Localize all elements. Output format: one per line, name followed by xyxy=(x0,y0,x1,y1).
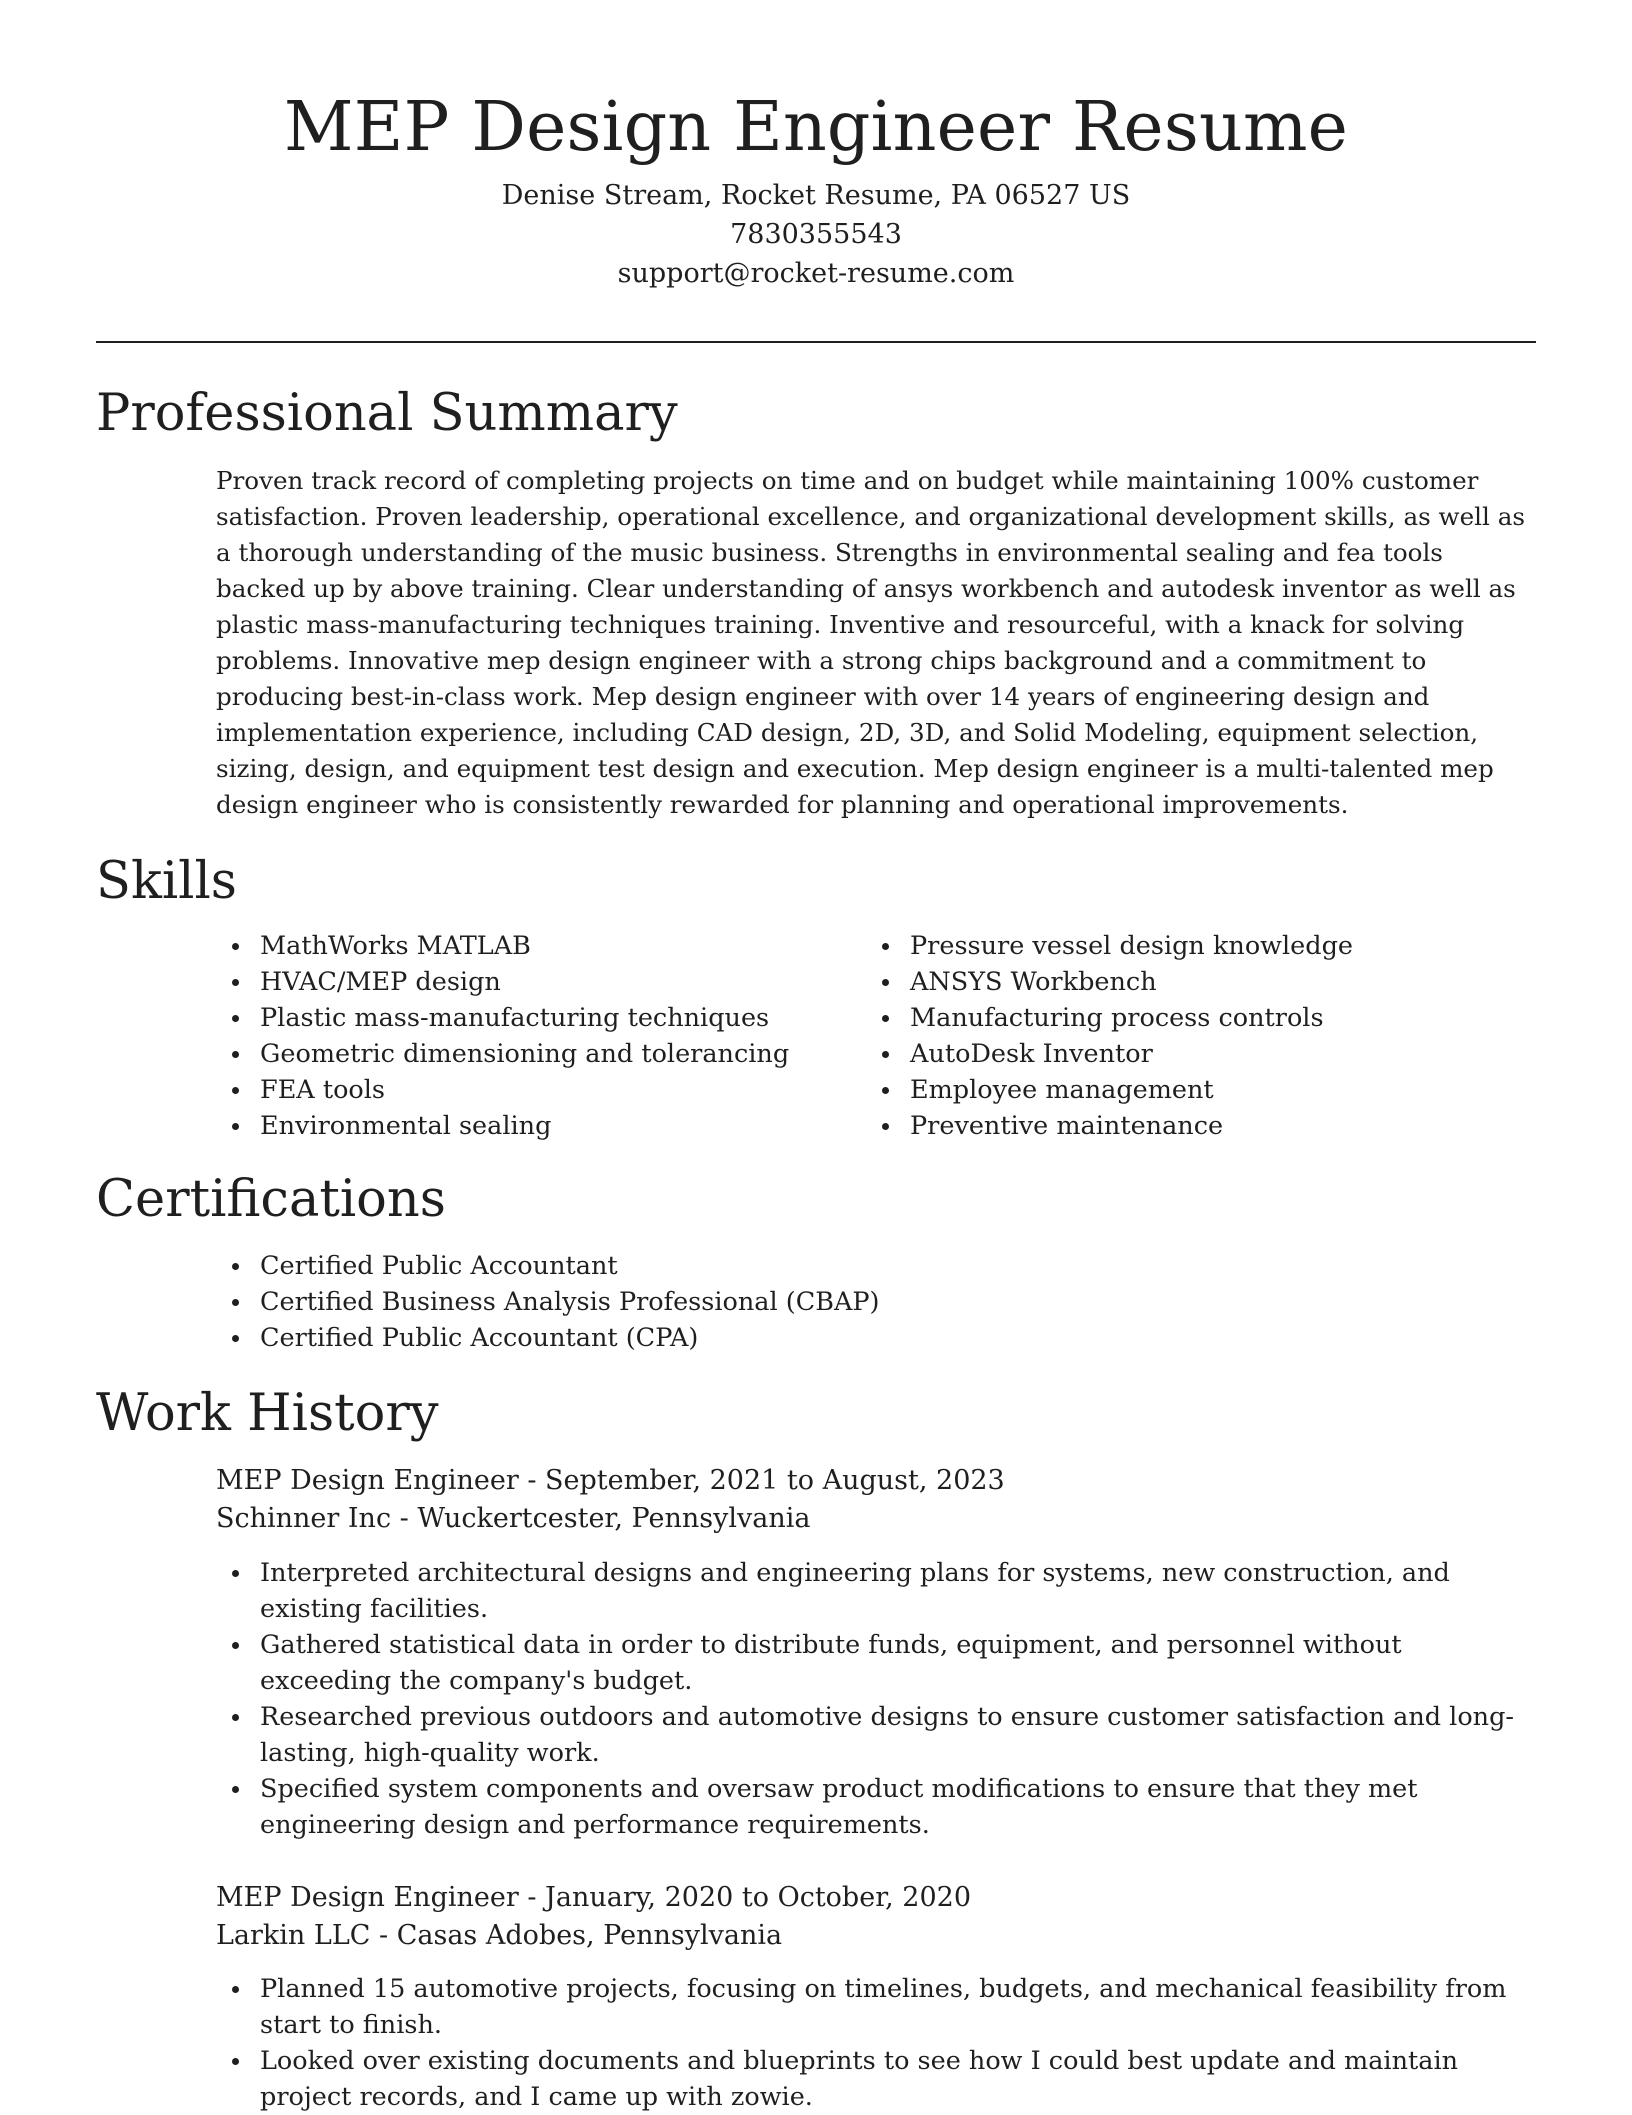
job-bullet: Looked over existing documents and blueprints to see how I could best update and maintain project records, and I came up with zowie. xyxy=(216,2043,1536,2115)
header-divider xyxy=(96,341,1536,343)
skill-item: MathWorks MATLAB xyxy=(216,928,856,964)
job-company: Schinner Inc xyxy=(216,1503,392,1534)
job-bullets xyxy=(216,1555,1536,1843)
job-header xyxy=(216,1879,1536,1955)
skill-item: FEA tools xyxy=(216,1072,856,1108)
summary-text: Proven track record of completing projects on time and on budget while maintaining 100% customer satisfaction. Proven leadership, operational excellence, and organizational development skills, as well as a thorough understanding of the music business. Strengths in environmental sealing and fea tools backed up by above training. Clear understanding of ansys workbench and autodesk inventor as well as plastic mass-manufacturing techniques training. Inventive and resourceful, with a knack for solving problems. Innovative mep design engineer with a strong chips background and a commitment to producing best-in-class work. Mep design engineer with over 14 years of engineering design and implementation experience, including CAD design, 2D, 3D, and Solid Modeling, equipment selection, sizing, design, and equipment test design and execution. Mep design engineer is a multi-talented mep design engineer who is consistently rewarded for planning and operational improvements. xyxy=(216,466,1525,819)
contact-block xyxy=(96,176,1536,293)
job-title: MEP Design Engineer xyxy=(216,1882,519,1913)
job-location: Wuckertcester, Pennsylvania xyxy=(417,1503,811,1534)
job-company-line: Larkin LLC - Casas Adobes, Pennsylvania xyxy=(216,1920,783,1951)
resume-header xyxy=(96,84,1536,293)
job-bullets xyxy=(216,1971,1536,2115)
skill-item: Environmental sealing xyxy=(216,1108,856,1144)
contact-email: support@rocket-resume.com xyxy=(617,258,1015,289)
page-title: MEP Design Engineer Resume xyxy=(283,88,1349,167)
skill-item: Preventive maintenance xyxy=(866,1108,1506,1144)
certifications-list xyxy=(216,1248,1536,1356)
skill-item: Geometric dimensioning and tolerancing xyxy=(216,1036,856,1072)
skill-item: Pressure vessel design knowledge xyxy=(866,928,1506,964)
certification-item: Certified Public Accountant (CPA) xyxy=(216,1320,1536,1356)
skill-item: ANSYS Workbench xyxy=(866,964,1506,1000)
skill-item: Plastic mass-manufacturing techniques xyxy=(216,1000,856,1036)
job-company: Larkin LLC xyxy=(216,1920,371,1951)
contact-address: Denise Stream, Rocket Resume, PA 06527 US xyxy=(501,180,1131,211)
skills-heading: Skills xyxy=(96,852,237,911)
contact-phone: 7830355543 xyxy=(730,219,902,250)
certification-item: Certified Business Analysis Professional (CBAP) xyxy=(216,1284,1536,1320)
skill-item: Manufacturing process controls xyxy=(866,1000,1506,1036)
job-bullet: Gathered statistical data in order to distribute funds, equipment, and personnel without exceeding the company's budget. xyxy=(216,1627,1536,1699)
work-history-heading: Work History xyxy=(96,1384,439,1443)
job-title-line: MEP Design Engineer - September, 2021 to August, 2023 xyxy=(216,1465,1005,1496)
certifications-heading: Certifications xyxy=(96,1170,446,1229)
skill-item: HVAC/MEP design xyxy=(216,964,856,1000)
summary-heading: Professional Summary xyxy=(96,384,678,443)
skills-list-right xyxy=(866,928,1506,1144)
skill-item: Employee management xyxy=(866,1072,1506,1108)
skill-item: AutoDesk Inventor xyxy=(866,1036,1506,1072)
job-bullet: Specified system components and oversaw product modifications to ensure that they met engineering design and performance requirements. xyxy=(216,1771,1536,1843)
job-bullet: Interpreted architectural designs and engineering plans for systems, new construction, and existing facilities. xyxy=(216,1555,1536,1627)
certification-item: Certified Public Accountant xyxy=(216,1248,1536,1284)
job-header xyxy=(216,1462,1536,1538)
job-bullet: Researched previous outdoors and automotive designs to ensure customer satisfaction and long-lasting, high-quality work. xyxy=(216,1699,1536,1771)
job-bullet: Planned 15 automotive projects, focusing on timelines, budgets, and mechanical feasibility from start to finish. xyxy=(216,1971,1536,2043)
job-location: Casas Adobes, Pennsylvania xyxy=(396,1920,783,1951)
skills-list-left xyxy=(216,928,856,1144)
job-company-line: Schinner Inc - Wuckertcester, Pennsylvania xyxy=(216,1503,811,1534)
job-title: MEP Design Engineer xyxy=(216,1465,519,1496)
job-dates: September, 2021 to August, 2023 xyxy=(545,1465,1005,1496)
job-dates: January, 2020 to October, 2020 xyxy=(545,1882,972,1913)
job-title-line: MEP Design Engineer - January, 2020 to October, 2020 xyxy=(216,1882,972,1913)
